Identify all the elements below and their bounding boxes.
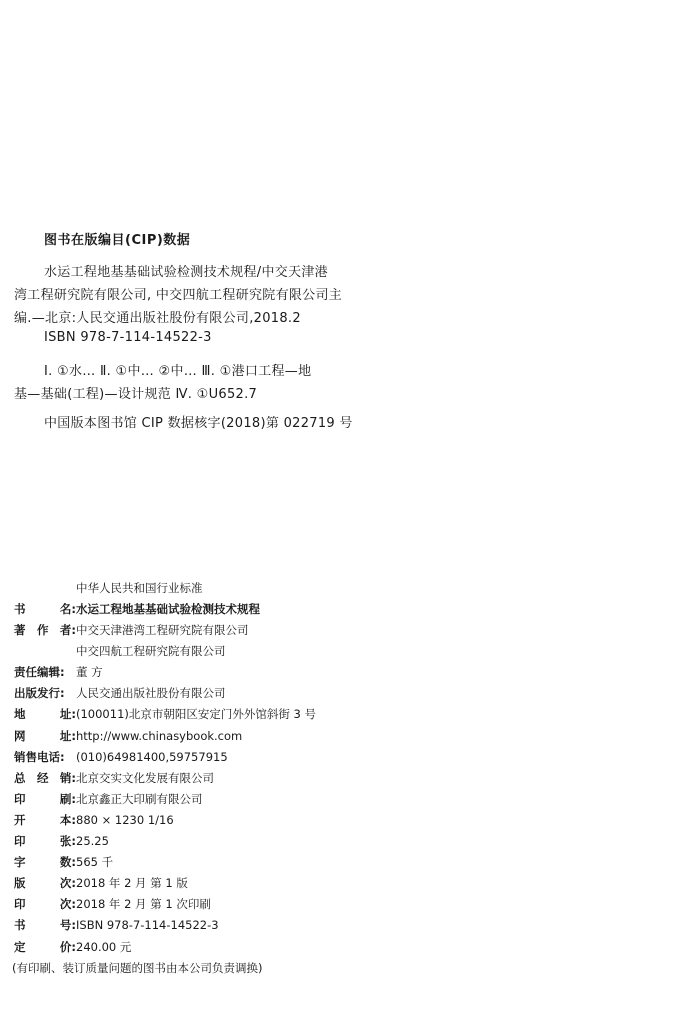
colophon-value: 水运工程地基基础试验检测技术规程 (76, 602, 260, 616)
colophon-label-part: 张: (59, 834, 76, 849)
colophon-row (14, 894, 654, 915)
colophon-label (14, 810, 76, 831)
colophon-row (14, 768, 654, 789)
cip-line-2: 湾工程研究院有限公司, 中交四航工程研究院有限公司主 (14, 288, 343, 303)
colophon-label-part: 址: (59, 728, 76, 743)
colophon-label-part: 经 (36, 770, 49, 785)
colophon-label (14, 873, 76, 894)
cip-line-5: Ⅰ. ①水… Ⅱ. ①中… ②中… Ⅲ. ①港口工程—地 (44, 364, 312, 379)
colophon-value: (100011)北京市朝阳区安定门外外馆斜街 3 号 (76, 707, 316, 722)
colophon-value: 北京鑫正大印刷有限公司 (76, 791, 203, 806)
colophon-label (14, 599, 76, 620)
colophon-label-part: 责任编辑: (14, 665, 65, 680)
colophon-row (14, 915, 654, 936)
colophon-row (14, 831, 654, 852)
colophon-value: 人民交通出版社股份有限公司 (76, 686, 226, 701)
colophon-label-part: 刷: (59, 791, 76, 806)
colophon-row (14, 683, 654, 704)
colophon-label (14, 662, 76, 683)
colophon-label (14, 852, 76, 873)
colophon-row (14, 599, 654, 620)
colophon-label-part: 书 (14, 602, 26, 616)
colophon-label (14, 915, 76, 936)
colophon-value: 25.25 (76, 834, 109, 849)
colophon-row (14, 641, 654, 662)
colophon-label (14, 726, 76, 747)
colophon-label (14, 831, 76, 852)
colophon-value: 565 千 (76, 855, 114, 870)
colophon-label-part: 定 (14, 939, 26, 954)
colophon-label-part: 本: (59, 812, 76, 827)
colophon-value: 北京交实文化发展有限公司 (76, 770, 214, 785)
cip-line-3: 编.—北京:人民交通出版社股份有限公司,2018.2 (14, 311, 301, 326)
colophon-label (14, 937, 76, 958)
colophon-label-part: 价: (59, 939, 76, 954)
colophon-label-part: 者: (59, 623, 76, 638)
cip-title: 图书在版编目(CIP)数据 (44, 233, 191, 248)
colophon-label (14, 620, 76, 641)
series-name: 中华人民共和国行业标准 (76, 581, 203, 595)
quality-note: (有印刷、装订质量问题的图书由本公司负责调换) (12, 960, 263, 975)
colophon-label-part: 出版发行: (14, 686, 65, 701)
colophon-value: 董 方 (76, 665, 103, 680)
colophon-label-part: 印 (14, 791, 26, 806)
colophon-row (14, 704, 654, 725)
colophon-value: 中交四航工程研究院有限公司 (76, 644, 226, 659)
colophon-label-part: 号: (59, 918, 76, 933)
colophon-row (14, 726, 654, 747)
colophon-value: 880 × 1230 1/16 (76, 812, 174, 827)
colophon-label-part: 版 (14, 876, 26, 891)
colophon-label-part: 印 (14, 897, 26, 912)
colophon-value: 中交天津港湾工程研究院有限公司 (76, 623, 249, 638)
colophon-row (14, 852, 654, 873)
colophon-label-part: 址: (59, 707, 76, 722)
colophon-label (14, 789, 76, 810)
colophon-label-part: 地 (14, 707, 26, 722)
colophon-label-part: 作 (36, 623, 49, 638)
colophon (14, 578, 654, 979)
cip-line-7: 中国版本图书馆 CIP 数据核字(2018)第 022719 号 (44, 416, 353, 431)
colophon-label (14, 683, 76, 704)
colophon-value: 2018 年 2 月 第 1 版 (76, 876, 188, 891)
colophon-row (14, 620, 654, 641)
colophon-label-part: 名: (59, 602, 76, 616)
colophon-label-part: 字 (14, 855, 26, 870)
colophon-value: (010)64981400,59757915 (76, 749, 228, 764)
cip-line-1: 水运工程地基基础试验检测技术规程/中交天津港 (44, 265, 328, 280)
colophon-label (14, 768, 76, 789)
colophon-value: http://www.chinasybook.com (76, 728, 243, 743)
colophon-row (14, 747, 654, 768)
colophon-value: 240.00 元 (76, 939, 132, 954)
colophon-value: ISBN 978-7-114-14522-3 (76, 918, 219, 933)
colophon-label-part: 次: (59, 897, 76, 912)
colophon-label (14, 894, 76, 915)
colophon-label-part: 销售电话: (14, 749, 65, 764)
colophon-row (14, 789, 654, 810)
colophon-label-part: 次: (59, 876, 76, 891)
colophon-row (14, 937, 654, 958)
colophon-label-part: 网 (14, 728, 26, 743)
colophon-row (14, 662, 654, 683)
colophon-label-part: 著 (14, 623, 26, 638)
colophon-label-part: 总 (14, 770, 26, 785)
cip-line-6: 基—基础(工程)—设计规范 Ⅳ. ①U652.7 (14, 387, 258, 402)
colophon-rows (14, 599, 654, 958)
colophon-label-part: 印 (14, 834, 26, 849)
colophon-label-part: 数: (59, 855, 76, 870)
colophon-label (14, 704, 76, 725)
colophon-label-part: 销: (59, 770, 76, 785)
colophon-row (14, 873, 654, 894)
colophon-label-part: 书 (14, 918, 26, 933)
cip-line-4: ISBN 978-7-114-14522-3 (44, 330, 212, 345)
colophon-value: 2018 年 2 月 第 1 次印刷 (76, 897, 211, 912)
colophon-label (14, 747, 76, 768)
colophon-label-part: 开 (14, 812, 26, 827)
colophon-row (14, 810, 654, 831)
